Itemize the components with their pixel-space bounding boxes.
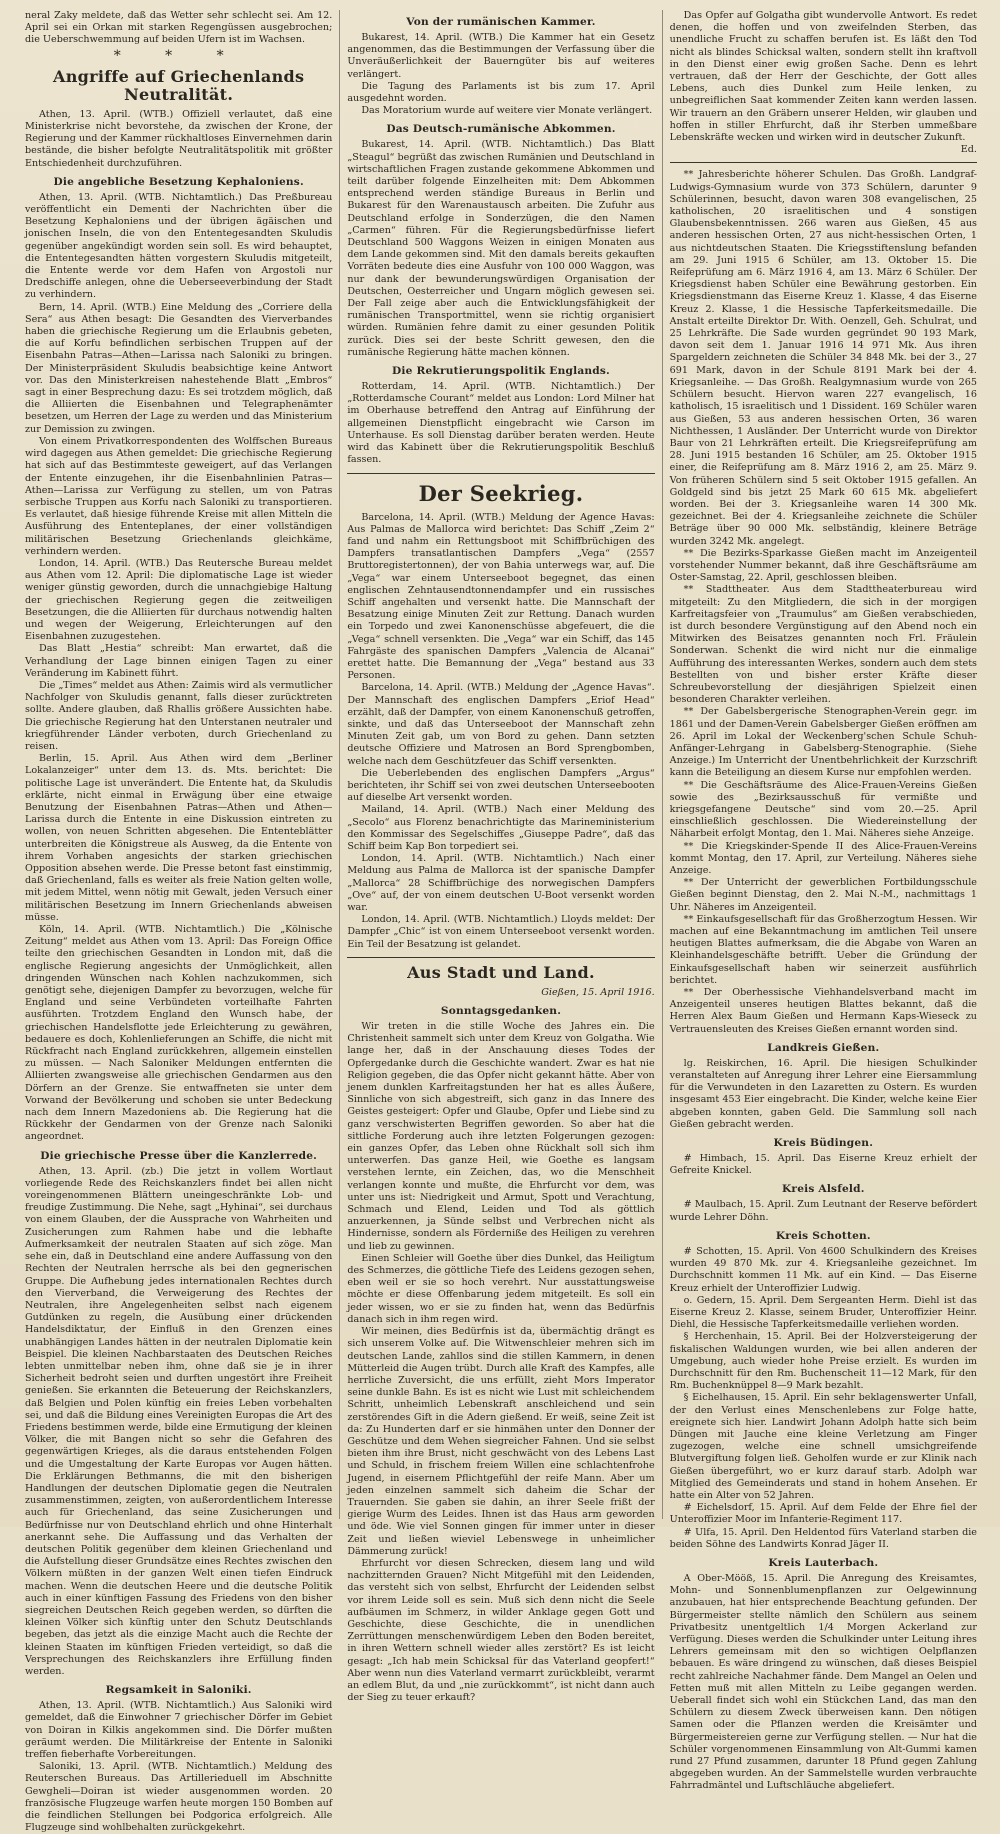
article-paragraph: Von einem Privatkorrespondenten des Wolffschen Bureaus wird dagegen aus Athen gemeldet: Die griechische Regierung hat sich auf das Bestimmteste geweigert, auf das Verlangen der Entente einzugehen, ihr die Eisenbahnlinien Patras—Athen—Larissa zur Verfügung zu stellen, um von Patras serbische Truppen aus Korfu nach Saloniki zu transportieren. Es verlautet, daß hiesige führende Kreise mit allen Mitteln die Ausführung des Ententeplanes, der einer vollständigen militärischen Besetzung Griechenlands gleichkäme, verhindern werden. <box>25 435 333 557</box>
article-paragraph: Mailand, 14. April. (WTB.) Nach einer Meldung des „Secolo“ aus Florenz benachrichtigte das Marineministerium den Kommissar des Segelschiffes „Giuseppe Padre“, daß das Schiff beim Kap Bon torpediert sei. <box>347 804 655 852</box>
article-paragraph: Die Tagung des Parlaments ist bis zum 17. April ausgedehnt worden. <box>347 80 655 105</box>
article-paragraph: Einen Schleier will Goethe über dies Dunkel, das Heiligtum des Schmerzes, die göttliche Tiefe des Leidens gezogen sehen, eben weil er sie so hoch verehrt. Nur ausstattungsweise möchte er diese Offenbarung jedem mitgeteilt. Es soll ein jeder wissen, wo er sie zu finden hat, wenn das Bedürfnis danach sich in ihm regen wird. <box>347 1252 655 1325</box>
author-signature: Ed. <box>960 144 977 156</box>
article-paragraph: A Ober-Mööß, 15. April. Die Anregung des Kreisamtes, Mohn- und Sonnenblumenpflanzen zur Oelgewinnung anzubauen, hat hier entsprechende Beachtung gefunden. Der Bürgermeister stellte nämlich den Schülern aus seinem Privatbesitz unentgeltlich 1/4 Morgen Ackerland zur Verfügung. Dieses werden die Schulkinder unter Leitung ihres Lehrers gemeinsam mit den so wichtigen Oelpflanzen bebauen. Es wäre dringend zu wünschen, daß dieses Beispiel recht zahlreiche Nachahmer fände. Dem Mangel an Oelen und Fetten muß mit allen Mitteln zu Leibe gegangen werden. Ueberall findet sich wohl ein Stückchen Land, das man den Schülern zu diesem Zweck überweisen kann. Den nötigen Samen oder die Pflanzen werden die Kreisämter und Bürgermeistereien gerne zur Verfügung stellen. — Nur hat die Schüler vorgenommenen Einsammlung von Alt-Gummi kamen rund 27 Pfund zusammen, darunter 18 Pfund gegen Zahlung abgegeben wurden. An der Sammelstelle wurden verbrauchte Fahrradmäntel und Luftschläuche abgeliefert. <box>669 1572 977 1792</box>
article-paragraph: § Eichelhausen, 15. April. Ein sehr beklagenswerter Unfall, der den Verlust eines Menschenlebens zur Folge hatte, ereignete sich hier. Landwirt Johann Adolph hatte sich beim Düngen mit Jauche eine kleine Verletzung am Finger zugezogen, welche eine schnell umsichgreifende Blutvergiftung folgen ließ. Geholfen wurde er zur Klinik nach Gießen übergeführt, wo er kurz darauf starb. Adolph war Mitglied des Gemeinderats und stand in hohem Ansehen. Er hatte ein Alter von 52 Jahren. <box>669 1392 977 1501</box>
article-paragraph: # Maulbach, 15. April. Zum Leutnant der Reserve befördert wurde Lehrer Döhn. <box>669 1199 977 1223</box>
heading-sunday-thoughts: Sonntagsgedanken. <box>440 1005 562 1018</box>
article-paragraph: ** Die Bezirks-Sparkasse Gießen macht im Anzeigenteil vorstehender Nummer bekannt, daß ihre Geschäftsräume am Oster-Samstag, 22. April, geschlossen bleiben. <box>669 547 977 584</box>
article-paragraph: § Herchenhain, 15. April. Bei der Holzversteigerung der fiskalischen Waldungen wurden, wie bei allen anderen der Umgebung, auch wieder hohe Preise erzielt. Es wurden im Durchschnitt für den Rm. Buchenscheit 11—12 Mark, für den Rm. Buchenknüppel 8—9 Mark bezahlt. <box>669 1331 977 1392</box>
section-rule <box>347 473 654 474</box>
heading-kreis-alsfeld: Kreis Alsfeld. <box>782 1183 865 1196</box>
article-paragraph: Wir meinen, dies Bedürfnis ist da, übermächtig drängt es sich unserem Volke auf. Die Witwenschleier mehren sich im deutschen Lande, zahllos sind die stillen Kammern, in denen Mütterleid die Augen trübt. Durch alle Kraft des Kampfes, alle herrliche Zuversicht, die uns erfüllt, zieht Mors Imperator seine dunkle Bahn. Es ist es nicht wie Lust mit schleichendem Schritt, unheimlich Lebenskraft anschleichend und sein zerstörendes Gift in die Adern gießend. Er weiß, seine Zeit ist da: Zu Hunderten darf er sie hinmähen unter den Donner der Geschütze und dem Wehen siegreicher Fahnen. Und sie selbst bieten ihm ihre Brust, nicht geschwächt von des Lebens Last und Schuld, in frischem freiem Willen eine schlachtenfrohe Jugend, in eisernem Pflichtgefühl der reife Mann. Aber um jeden einzelnen sammelt sich daheim die Schar der Trauernden. Sie gaben sie dahin, an ihrer Seele frißt der gierige Wurm des Leides. Ihnen ist das Haus arm geworden und öde. Wie viel Sonnen gingen für immer unter in dieser Zeit und ließen wieviel Lebenswege in unheimlicher Dämmerung zurück! <box>347 1326 655 1557</box>
column-1 <box>18 10 339 1834</box>
article-paragraph: Bern, 14. April. (WTB.) Eine Meldung des „Corriere della Sera“ aus Athen besagt: Die Gesandten des Vierverbandes haben die griechische Regierung um die Erlaubnis gebeten, die auf Korfu befindlichen serbischen Truppen auf der Eisenbahn Patras—Athen—Larissa nach Saloniki zu bringen. Der Ministerpräsident Skuludis beabsichtige keine Antwort vor. Das den Ministerkreisen nahestehende Blatt „Embros“ sagt in einer Besprechung dazu: Es sei trotzdem möglich, daß die Alliierten die Eisenbahnen und Telegraphenämter besetzen, um Herren der Lage zu werden und das Ministerium zur Demission zu zwingen. <box>25 301 333 435</box>
heading-landkreis-giessen: Landkreis Gießen. <box>767 1041 880 1054</box>
article-paragraph: London, 14. April. (WTB. Nichtamtlich.) Lloyds meldet: Der Dampfer „Chic“ ist von einem Unterseeboot versenkt worden. Ein Teil der Besatzung ist gelandet. <box>347 914 655 950</box>
article-paragraph: # Ulfa, 15. April. Den Heldentod fürs Vaterland starben die beiden Söhne des Landwirts Konrad Jäger II. <box>669 1526 977 1550</box>
article-paragraph: Wir treten in die stille Woche des Jahres ein. Die Christenheit sammelt sich unter dem Kreuz von Golgatha. Wie lange her, daß in der Anschauung dieses Todes der Opfergedanke durch die Geschichte wandert. Zwar es hat nie Religion gegeben, die das Opfer nicht gekannt hätte. Aber von jenem dunklen Karfreitagstunden her hat es alles Äußere, Sinnliche von sich abgestreift, sich ganz in das Innere des Geistes gesteigert: Opfer und Glaube, Opfer und Liebe sind zu ganz verschwisterten Begriffen geworden. So aber hat die sittliche Forderung auch ihre letzten Folgerungen gezogen: ein ganzes Opfer, das Leben ohne Rückhalt soll sich ihm unterwerfen. Das ganze Heil, wie Goethe es langsam verstehen lernte, ein Zeichen, das, wo die Menschheit verlangen konnte und mußte, die Ehrfurcht vor dem, was unter uns ist: Niedrigkeit und Armut, Spott und Verachtung, Schmach und Elend, Leiden und Tod als göttlich anzuerkennen, ja Sünde selbst und Verbrechen nicht als Hindernisse, sondern als Förderniße des Heiligen zu verehren und lieb zu gewinnen. <box>347 1021 655 1252</box>
dateline: Gießen, 15. April 1916. <box>541 986 655 998</box>
article-paragraph: ** Der Gabelsbergerische Stenographen-Verein gegr. im 1861 und der Damen-Verein Gabelsberger Gießen eröffnen am 26. April im Lokal der Weckenberg'schen Schule Schuh-Anfänger-Lehrgang in Gabelsberg-Stenographie. (Siehe Anzeige.) Im Unterricht der Unentbehrlichkeit der Kurzschrift kann die Beteiligung an diesem Kurse nur empfohlen werden. <box>669 706 977 779</box>
subheading-kephalonia: Die angebliche Besetzung Kephaloniens. <box>53 175 304 188</box>
headline-greece-neutrality: Angriffe auf Griechenlands Neutralität. <box>53 66 305 104</box>
article-paragraph: ** Jahresberichte höherer Schulen. Das Großh. Landgraf-Ludwigs-Gymnasium wurde von 373 Schülern, darunter 9 Schülerinnen, besucht, davon waren 308 evangelischen, 25 katholischen, 20 israelitischen und 4 sonstigen Glaubensbekenntnissen. 266 waren aus Gießen, 45 aus anderen hessischen Orten, 27 aus nicht-hessischen Orten, 1 aus nichtdeutschen Staaten. Die Kriegsstiftenslung befanden am 29. Juni 1915 6 Schüler, am 13. Oktober 15. Die Reifeprüfung am 6. März 1916 4, am 13. März 6 Schüler. Der Kriegsdienst haben Schüler eine Bewährung gestorben. Ein Kriegsdienstmann das Eiserne Kreuz 1. Klasse, 4 das Eiserne Kreuz 2. Klasse, 1 die Hessische Tapferkeitsmedaille. Die Anstalt erteilte Direktor Dr. With. Oenzell, Geh. Schulrat, und 25 Lehrkräfte. Die Sade wurden gegründet 90 193 Mark, davon seit dem 1. Januar 1916 14 971 Mk. Aus ihren Spargeldern zeichneten die Schüler 34 848 Mk. bei der 3., 27 691 Mark, davon in der Schule 8191 Mark bei der 4. Kriegsanleihe. — Das Großh. Realgymnasium wurde von 265 Schülern besucht. Hiervon waren 227 evangelisch, 16 katholisch, 15 israelitisch und 1 Dissident. 169 Schüler waren aus Gießen, 53 aus anderen hessischen Orten, 36 waren Nichthessen, 1 Ausländer. Der Unterricht wurde von Direktor Baur von 21 Lehrkräften erteilt. Die Kriegsreifeprüfung am 28. Juni 1915 bestanden 16 Schüler, am 25. Oktober 1915 einer, die Reifeprüfung am 8. März 1916 2, am 25. März 9. Von früheren Schülern sind 5 seit Oktober 1915 gefallen. An Goldgeld sind bis jetzt 25 Mark 60 615 Mk. abgeliefert worden. Bei der 3. Kriegsanleihe waren 14 300 Mk. gezeichnet. Bei der 4. Kriegsanleihe zeichnete die Schüler Beträge über 90 000 Mk. selbständig, kleinere Beträge wurden 3242 Mk. angelegt. <box>669 169 977 547</box>
article-paragraph: Das Blatt „Hestia“ schreibt: Man erwartet, daß die Verhandlung der Lage binnen einigen Tagen zu einer Veränderung im Kabinett führt. <box>25 643 333 679</box>
article-paragraph: Das Moratorium wurde auf weitere vier Monate verlängert. <box>361 105 653 117</box>
article-paragraph: # Eichelsdorf, 15. April. Auf dem Felde der Ehre fiel der Unteroffizier Moor im Infanterie-Regiment 117. <box>669 1502 977 1526</box>
heading-kreis-buedingen: Kreis Büdingen. <box>773 1137 874 1150</box>
heading-recruitment-england: Die Rekrutierungspolitik Englands. <box>392 365 610 378</box>
article-paragraph: Köln, 14. April. (WTB. Nichtamtlich.) Die „Kölnische Zeitung“ meldet aus Athen vom 13. April: Das Foreign Office teilte den griechischen Gesandten in London mit, daß die englische Regierung angesichts der Unmöglichkeit, allen dringenden Wünschen nach Kohlen nachzukommen, sich genötigt sehe, diejenigen Dampfer zu bevorzugen, welche für England und seine Verbündeten vorteilhafte Fahrten ausführten. Trotzdem England den Wunsch habe, der griechischen Handelsflotte jede Erleichterung zu gewähren, bedauere es doch, Kohlenlieferungen an Schiffe, die nicht mit Rückfracht nach England zurückkehren, allgemein einstellen zu müssen. — Nach Saloniker Meldungen entfernten die Alliierten zwangsweise alle griechischen Gendarmen aus den Dörfern an der Grenze. Sie entwaffneten sie unter dem Vorwand der Bevölkerung und schoben sie unter Bedeckung nach dem Innern Mazedoniens ab. Die Regierung hat die Rückkehr der Gendarmen von der Grenze nach Saloniki angeordnet. <box>25 924 333 1143</box>
article-paragraph: # Himbach, 15. April. Das Eiserne Kreuz erhielt der Gefreite Knickel. <box>669 1153 977 1177</box>
article-paragraph: Athen, 13. April. (zb.) Die jetzt in vollem Wortlaut vorliegende Rede des Reichskanzlers findet bei allen nicht voreingenommenen Blättern uneingeschränkte Lob- und freudige Zustimmung. Die Nehe, sagt „Hyhinai“, sei durchaus von einem Glauben, der die Aussprache von Wahrheiten und Zusicherungen zum Rahmen habe und die lebhafte Aufmerksamkeit der neutralen Staaten auf sich zöge. Man sehe ein, daß in Deutschland eine andere Auffassung von den Rechten der Neutralen herrsche als bei den gegnerischen Gruppe. Die Aufhebung jedes internationalen Rechtes durch den Vierverband, die Verweigerung des Rechtes der Neutralen, ihre Angelegenheiten selbst nach eigenem Gutdünken zu regeln, die Ausübung einer drückenden Handelsdiktatur, der Einfluß in den Grenzen eines unabhängigen Landes hätten in der neutralen Diplomatie kein Beispiel. Die kleinen Nachbarstaaten des Deutschen Reiches lebten unmittelbar neben ihm, ohne daß sie je in ihrer Sicherheit bedroht seien und durften ungestört ihre Freiheit genießen. Sie erkannten die Beteuerung der Reichskanzlers, daß Belgien und Polen künftig ein freies Leben vorbehalten sei, und daß die Bildung eines Vereinigten Europas die Art des Friedens bestimmen werde, bilde eine Ermutigung der kleinen Völker, die mit Bangen nicht so sehr die Gefahren des gegenwärtigen Krieges, als die daraus entstehenden Folgen und die Umgestaltung der Karte Europas vor Augen hätten. Die Erklärungen Bethmanns, die mit den bisherigen Handlungen der deutschen Diplomatie gegen die Neutralen zusammenstimmen, zeigten, von außerordentlichem Interesse auch für Griechenland, das seine Zusicherungen und Bedürfnisse nur von Deutschland ehrlich und ohne Hinterhalt anerkannt sehe. Die Auffassung und das Verhalten der deutschen Politik gegenüber dem kleinen Griechenland und die Aufstellung dieser Grundsätze eines Rechtes zwischen den Völkern müßten in der ganzen Welt einen tiefen Eindruck machen. Wenn die deutschen Heere und die deutsche Politik auch in einer künftigen Fassung des Friedens von den bisher siegreichen Deutschen Reich gegeben werden, so dürften die kleinen Völker sich künftig unter den Schutz Deutschlands begeben, das jetzt als die einzige Macht auch die Rechte der kleinen Staaten im künftigen Frieden verteidigt, so daß die Versprechungen des Reichskanzlers ihre Erfüllung finden werden. <box>25 1165 333 1677</box>
heading-kreis-lauterbach: Kreis Lauterbach. <box>768 1556 879 1569</box>
article-paragraph: Bukarest, 14. April. (WTB. Nichtamtlich.) Das Blatt „Steagul“ begrüßt das zwischen Rumänien und Deutschland in wirtschaftlichen Fragen zustande gekommene Abkommen und teilt darüber folgende Einzelheiten mit: Dem Abkommen entsprechend werden ständige Bureaus in Berlin und Bukarest für den Warenaustausch arbeiten. Die Zufuhr aus Deutschland erfolge in Sonderzügen, die den Namen „Carmen“ führen. Für die Regierungsbedürfnisse liefert Deutschland 500 Waggons Weizen in einigen Monaten aus dem Lande gekommen sind. Mit den damals bereits gekauften Vorräten bedeute dies eine Ausfuhr von 100 000 Waggon, was nur dank der bewunderungswürdigen Organisation der Deutschen, Oesterreicher und Ungarn möglich gewesen sei. Der Fall zeige aber auch die Entwicklungsfähigkeit der rumänischen Transportmittel, wenn sie richtig organisiert würden. Rumänien fehre damit zu einer gesunden Politik zurück. Dies sei der beste Schritt gewesen, den die rumänische Regierung hätte machen können. <box>347 139 655 358</box>
heading-romanian-chamber: Von der rumänischen Kammer. <box>406 16 596 28</box>
heading-german-romanian-agreement: Das Deutsch-rumänische Abkommen. <box>386 123 616 136</box>
section-rule <box>670 162 977 163</box>
article-paragraph: ** Einkaufsgesellschaft für das Großherzogtum Hessen. Wir machen auf eine Bekanntmachung im amtlichen Teil unsere heutigen Blattes aufmerksam, die die Abgabe von Waren an Kleinhandelsgeschäfte betrifft. Ueber die Gründung der Einkaufsgesellschaft haben wir seinerzeit ausführlich berichtet. <box>669 913 977 986</box>
headline-city-and-country: Aus Stadt und Land. <box>407 962 595 982</box>
article-paragraph: Berlin, 15. April. Aus Athen wird dem „Berliner Lokalanzeiger“ unter dem 13. ds. Mts. berichtet: Die politische Lage ist unverändert. Die Entente hat, da Skuludis erklärte, nicht einmal in Erwägung über eine etwaige Benutzung der Eisenbahnen Patras—Athen und Athen—Larissa durch die Entente in eine Diskussion eintreten zu wollen, von neuen Schritten abgesehen. Die Ententeblätter unterbreiten die Königstreue als Ausweg, da die Entente von ihrem Vorhaben angesichts der starken griechischen Opposition absehen werde. Die Presse betont fast einstimmig, daß Griechenland, falls es weiter als freie Nation gelten wolle, mit jedem Mittel, wenn nötig mit Gewalt, jeden Versuch einer militärischen Besetzung im Innern Griechenlands abweisen müsse. <box>25 753 333 923</box>
article-paragraph: Die „Times“ meldet aus Athen: Zaimis wird als vermutlicher Nachfolger von Skuludis genannt, falls dieser zurücktreten sollte. Andere glauben, daß Rhallis größere Aussichten habe. Die griechische Regierung hat den Unterstanen neutraler und kriegführender Länder verboten, durch Griechenland zu reisen. <box>25 679 333 752</box>
heading-kreis-schotten: Kreis Schotten. <box>775 1229 871 1242</box>
article-paragraph: London, 14. April. (WTB.) Das Reutersche Bureau meldet aus Athen vom 12. April: Die diplomatische Lage ist wieder weniger günstig geworden, durch die unnachgiebige Haltung der griechischen Regierung gegen die zeitweiligen Besetzungen, die die Alliierten für durchaus notwendig halten und wegen der Weigerung, Erleichterungen auf den Eisenbahnen zuzugestehen. <box>25 557 333 643</box>
article-paragraph: Barcelona, 14. April. (WTB.) Meldung der „Agence Havas“. Der Mannschaft des englischen Dampfers „Eriof Head“ erzählt, daß der Dampfer, von einem Kanonenschuß getroffen, sinkte, und daß das Unterseeboot der Mannschaft zehn Minuten Zeit gab, um von Bord zu gehen. Dann setzten deutsche Offiziere und Matrosen an Bord Sprengbomben, welche nach dem Geschützfeuer das Schiff versenkten. <box>347 682 655 767</box>
article-paragraph: Athen, 13. April. (WTB.) Offiziell verlautet, daß eine Ministerkrise nicht bevorstehe, da zwischen der Krone, der Regierung und der Kammer rückhaltloses Einvernehmen darin bestände, die bisher befolgte Neutralitätspolitik mit größter Entschiedenheit durchzuführen. <box>25 108 333 169</box>
article-paragraph: Athen, 13. April. (WTB. Nichtamtlich.) Aus Saloniki wird gemeldet, daß die Einwohner 7 griechischer Dörfer im Gebiet von Doiran in Kilkis angekommen sind. Die Dörfer mußten geräumt werden. Die Militärkreise der Entente in Saloniki treffen fieberhafte Vorbereitungen. <box>25 1700 333 1761</box>
article-paragraph: Die Ueberlebenden des englischen Dampfers „Argus“ berichteten, ihr Schiff sei von zwei deutschen Unterseebooten auf dieselbe Art versenkt worden. <box>347 767 655 804</box>
article-paragraph: # Schotten, 15. April. Von 4600 Schulkindern des Kreises wurden 49 870 Mk. zur 4. Kriegsanleihe gezeichnet. Im Durchschnitt kommen 11 Mk. auf ein Kind. — Das Eiserne Kreuz erhielt der Unteroffizier Ludwig. <box>669 1245 977 1294</box>
column-3 <box>662 10 984 1792</box>
article-paragraph: ** Stadttheater. Aus dem Stadttheaterbureau wird mitgeteilt: Zu den Mitgliedern, die sich in der morgigen Karfreitagsfeier von „Traumulus“ am Gießen verabschieden, ist durch besondere Vergünstigung auf den Abend noch ein Mitwirken des Beisatzes genannten noch Frl. Fräulein Sonderwan. Schenkt die wird nicht nur die einmalige Aufführung des interessanten Werkes, sondern auch dem stets Bestellten von und bisher erster Kräfte dieser Schreubevorstellung der diesjährigen Spielzeit einen besonderen Charakter verleihen. <box>669 584 977 706</box>
article-paragraph: Saloniki, 13. April. (WTB. Nichtamtlich.) Meldung des Reuterschen Bureaus. Das Artillerieduell im Abschnitte Gewgheli—Doiran ist wieder ausgenommen worden. 20 französische Flugzeuge warfen heute morgen 150 Bomben auf die feindlichen Stellungen bei Podgorica erfolgreich. Alle Flugzeuge sind wohlbehalten zurückgekehrt. <box>25 1761 333 1834</box>
article-paragraph: London, 14. April. (WTB. Nichtamtlich.) Nach einer Meldung aus Palma de Mallorca ist der spanische Dampfer „Mallorca“ 28 Schiffbrüchige des norwegischen Dampfers „Ove“ auf, der von einem deutschen U-Boot versenkt worden war. <box>347 853 655 913</box>
subheading-greek-press: Die griechische Presse über die Kanzlerrede. <box>40 1149 318 1162</box>
article-paragraph: ** Die Geschäftsräume des Alice-Frauen-Vereins Gießen sowie des „Bezirksausschuß für vermißte und kriegsgefangene Deutsche“ sind vom 20.—25. April einschließlich geschlossen. Die Wiedereinstellung der Näharbeit erfolgt Montag, den 1. Mai. Näheres siehe Anzeige. <box>669 779 977 840</box>
article-paragraph: ** Die Kriegskinder-Spende II des Alice-Frauen-Vereins kommt Montag, den 17. April, zur Verteilung. Näheres siehe Anzeige. <box>669 840 977 877</box>
article-paragraph: Barcelona, 14. April. (WTB.) Meldung der Agence Havas: Aus Palmas de Mallorca wird berichtet: Das Schiff „Zeim 2“ fand und nahm ein Rettungsboot mit Schiffbrüchigen des Dampfers transatlantischen Dampfers „Vega“ (2557 Bruttoregistertonnen), der von Bahia unterwegs war, auf. Die „Vega“ war einem Unterseeboot begegnet, das einen englischen Zehntausendtonnendampfer und ein russisches Schiff angehalten und versenkt hatte. Die Mannschaft der Besatzung einige Minuten Zeit zur Rettung. Danach wurden ein Torpedo und zwei Kanonenschüsse abgefeuert, die die „Vega“ schnell versenkten. Die „Vega“ war ein Schiff, das 145 Fahrgäste des spanischen Dampfers „Valencia de Alcanai“ erettet hatte. Die Bemannung der „Vega“ bestand aus 33 Personen. <box>347 511 655 682</box>
article-paragraph: Das Opfer auf Golgatha gibt wundervolle Antwort. Es redet denen, die hoffen und von zweifelnden Sterben, das unendliche Frucht zu schaffen berufen ist. Es läßt den Tod nicht als blindes Schicksal walten, sondern stellt ihn kraftvoll in den Dienst einer ewig großen Sache. Denn es lehrt vertrauen, daß der Herr der Geschichte, der Gott alles Lebens, auch dies Dunkel zum Heile lenken, zu unbegreiflichen Saat kommender Zeiten kann werden lassen. Wir trauern an den Gräbern unserer Helden, wir glauben und hoffen in stiller Ehrfurcht, daß ihr Sterben ummeßbare Lebenskräfte wecken und wirken wird in deutscher Zukunft. <box>669 10 977 144</box>
article-paragraph: Athen, 13. April. (WTB. Nichtamtlich.) Das Preßbureau veröffentlicht ein Dementi der Nachrichten über die Besetzung Kephaloniens und der übrigen ägäischen und jonischen Inseln, die von den Ententegesandten Skuludis gegenüber angekündigt worden sein soll. Es wird behauptet, die Ententegesandten hätten vorgestern Skuludis mitgeteilt, die Entente werde vor dem Hafen von Argostoli nur Dredschiffe anlegen, ohne die Ueberseeverbindung der Stadt zu verhindern. <box>25 191 333 301</box>
headline-naval-war: Der Seekrieg. <box>418 480 584 506</box>
article-paragraph: Ehrfurcht vor diesen Schrecken, diesem lang und wild nachzitternden Grauen? Nicht Mitgefühl mit den Leidenden, das versteht sich von selbst, Ehrfurcht der Leidenden selbst vor ihrem Leide soll es sein. Muß sich denn nicht die Seele aufbäumen im Schmerz, in wilder Anklage gegen Gott und Geschichte, diese Geschichte, die in unendlichen Zerrüttungen menschenwürdigem Leben den Boden bereitet, in ihren Wettern schnell wieder alles zerstört? Es ist leicht gesagt: „Ich hab mein Schicksal für das Vaterland geopfert!“ Aber wenn nun dies Vaterland vermarrt zurückbleibt, verarmt an edlem Blut, da und „nie zurückkommt“, ist nicht dann auch der Sieg zu teuer erkauft? <box>347 1557 655 1704</box>
section-separator: * * * <box>113 47 244 64</box>
section-rule <box>347 957 654 958</box>
column-container <box>18 10 984 1834</box>
article-paragraph: o. Gedern, 15. April. Dem Sergeanten Herm. Diehl ist das Eiserne Kreuz 2. Klasse, seinem Bruder, Unteroffizier Heinr. Diehl, die Hessische Tapferkeitsmedaille verliehen worden. <box>669 1294 977 1331</box>
article-paragraph: ** Der Unterricht der gewerblichen Fortbildungsschule Gießen beginnt Dienstag, den 2. Mai N.-M., nachmittags 1 Uhr. Näheres im Anzeigenteil. <box>669 877 977 913</box>
article-paragraph: ** Der Oberhessische Viehhandelsverband macht im Anzeigenteil unseres heutigen Blattes bekannt, daß die Herren Alex Baum Gießen und Hermann Kaps-Wieseck zu Vertrauensleuten des Kreises Gießen ernannt worden sind. <box>669 987 977 1035</box>
article-paragraph: lg. Reiskirchen, 16. April. Die hiesigen Schulkinder veranstalteten auf Anregung ihrer Lehrer eine Eiersammlung für die Verwundeten in den Lazaretten zu Ostern. Es wurden insgesamt 453 Eier eingebracht. Die Kinder, welche keine Eier abgeben konnten, gaben Geld. Die Sammlung soll nach Gießen gebracht werden. <box>669 1057 977 1130</box>
intro-paragraph: neral Zaky meldete, daß das Wetter sehr schlecht sei. Am 12. April sei ein Orkan mit starken Regengüssen ausgebrochen; die Ueberschwemmung auf beiden Ufern ist im Wachsen. <box>25 10 333 46</box>
subheading-saloniki: Regsamkeit in Saloniki. <box>105 1684 252 1697</box>
article-paragraph: Bukarest, 14. April. (WTB.) Die Kammer hat ein Gesetz angenommen, das die Bestimmungen der Verfassung über die Unveräußerlichkeit der Bauerngüter bis auf weiteres verlängert. <box>347 32 655 80</box>
column-2 <box>339 10 661 1704</box>
article-paragraph: Rotterdam, 14. April. (WTB. Nichtamtlich.) Der „Rotterdamsche Courant“ meldet aus London: Lord Milner hat im Oberhause betreffend den Antrag auf Einführung der allgemeinen Dienstpflicht eingebracht wie Carson im Unterhause. Es soll Dienstag darüber beraten werden. Heute wird das Kabinett über die Rekrutierungspolitik Beschluß fassen. <box>347 381 655 466</box>
